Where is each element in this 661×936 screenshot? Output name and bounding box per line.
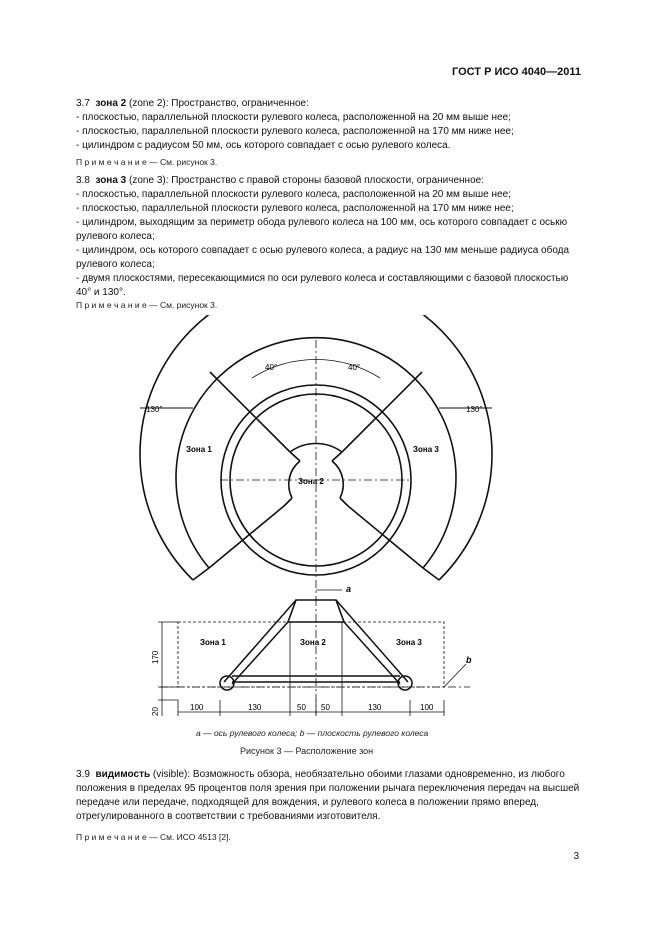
term: видимость [95, 769, 151, 780]
zone-label: Зона 1 [200, 638, 226, 647]
section-number: 3.7 [76, 98, 90, 109]
zone-label: Зона 2 [298, 477, 324, 486]
list-item: - плоскостью, параллельной плоскости рулевого колеса, расположенной на 20 мм выше нее; [76, 189, 511, 200]
list-item: - цилиндром, выходящим за периметр обода рулевого колеса на 100 мм, ось которого совпадает с оськю рулевого колеса; [76, 217, 568, 242]
definition-lead: (zone 3): Пространство с правой стороны базовой плоскости, ограниченное: [126, 175, 484, 186]
note: П р и м е ч а н и е — См. ИСО 4513 [2]. [76, 832, 231, 842]
section-number: 3.8 [76, 175, 90, 186]
angle-label: 40° [265, 363, 278, 372]
list-item: - цилиндром с радиусом 50 мм, ось которого совпадает с осью рулевого колеса. [76, 140, 451, 151]
angle-label: 40° [348, 363, 361, 372]
dimension-label: 130 [368, 703, 382, 712]
definition-text: (visible): Возможность обзора, необязательно обоими глазами одновременно, из любого положения в пределах 95 процентов поля зрения при положении рычага переключения передач на высшей передаче или передаче, подходящей для вождения, и рулевого колеса в положении прямо вперед, отрегулированного в соответствии с требованиями изготовителя. [76, 769, 580, 822]
figure-3 [0, 315, 661, 725]
section-3-8 [76, 174, 582, 300]
zone-label: Зона 1 [186, 445, 212, 454]
dimension-label: 130 [248, 703, 262, 712]
section-3-7 [76, 97, 582, 153]
term: зона 3 [95, 175, 127, 186]
dimension-label: 50 [297, 703, 306, 712]
definition-lead: (zone 2): Пространство, ограниченное: [126, 98, 309, 109]
list-item: - плоскостью, параллельной плоскости рулевого колеса, расположенной на 20 мм выше нее; [76, 112, 511, 123]
section-3-9 [76, 768, 582, 824]
zone-label: Зона 3 [413, 445, 439, 454]
list-item: - цилиндром, ось которого совпадает с осью рулевого колеса, а радиус на 130 мм меньше радиуса обода рулевого колеса; [76, 245, 570, 270]
dimension-label: 100 [420, 703, 434, 712]
dimension-label: 100 [190, 703, 204, 712]
axis-marker-a: a [346, 584, 352, 594]
list-item: - двумя плоскостями, пересекающимися по оси рулевого колеса и составляющими с базовой плоскостью 40° и 130°. [76, 273, 569, 298]
page-number: 3 [573, 851, 579, 862]
zone-label: Зона 3 [396, 638, 422, 647]
dimension-label: 170 [151, 650, 160, 664]
dimension-label: 20 [151, 707, 160, 716]
zone-label: Зона 2 [300, 638, 326, 647]
plane-marker-b: b [466, 655, 472, 665]
list-item: - плоскостью, параллельной плоскости рулевого колеса, расположенной на 170 мм ниже нее; [76, 126, 514, 137]
note: П р и м е ч а н и е — См. рисунок 3. [76, 300, 218, 310]
section-number: 3.9 [76, 769, 90, 780]
figure-legend: a — ось рулевого колеса; b — плоскость рулевого колеса [196, 728, 429, 738]
dimension-label: 50 [321, 703, 330, 712]
angle-label: 130° [466, 405, 483, 414]
list-item: - плоскостью, параллельной плоскости рулевого колеса, расположенной на 170 мм ниже нее; [76, 203, 514, 214]
angle-label: 130° [146, 405, 163, 414]
figure-caption: Рисунок 3 — Расположение зон [240, 746, 374, 756]
note: П р и м е ч а н и е — См. рисунок 3. [76, 157, 218, 167]
term: зона 2 [95, 98, 127, 109]
document-header: ГОСТ Р ИСО 4040—2011 [451, 66, 581, 78]
